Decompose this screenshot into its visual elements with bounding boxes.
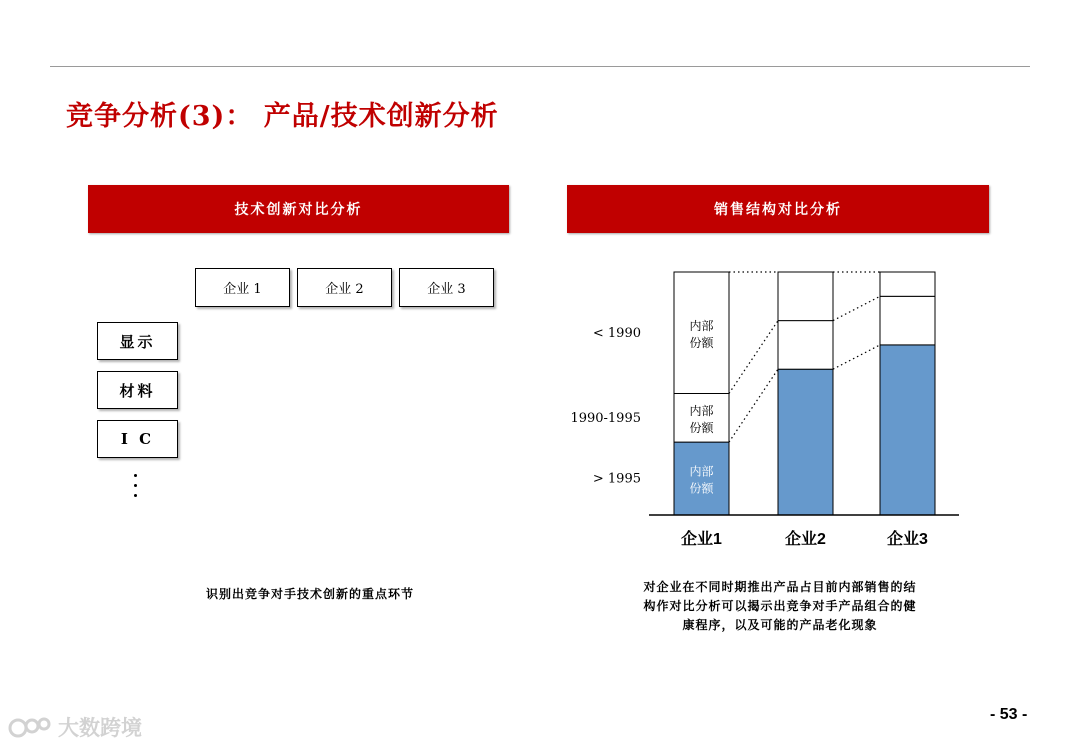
enterprise-1-box: 企业 1 bbox=[195, 268, 290, 307]
category-materials-box: 材料 bbox=[97, 371, 178, 409]
ellipsis-dot bbox=[134, 494, 137, 497]
right-caption-line-3: 康程序，以及可能的产品老化现象 bbox=[682, 618, 878, 632]
sales-structure-header: 销售结构对比分析 bbox=[567, 185, 989, 233]
connector-line bbox=[729, 321, 778, 394]
bar-segment bbox=[880, 345, 935, 515]
bar-segment bbox=[880, 272, 935, 296]
sales-structure-chart bbox=[567, 260, 987, 560]
watermark-logo-icon bbox=[8, 714, 52, 740]
watermark bbox=[8, 712, 142, 742]
bar-segment-label: 份额 bbox=[689, 335, 714, 350]
watermark-text: 大数跨境 bbox=[58, 717, 142, 740]
connector-line bbox=[833, 345, 880, 369]
category-label: 企业2 bbox=[785, 531, 826, 548]
bar-segment bbox=[778, 369, 833, 515]
top-divider bbox=[50, 66, 1030, 67]
bar-segment bbox=[778, 272, 833, 321]
category-label: 企业1 bbox=[681, 531, 722, 548]
connector-line bbox=[833, 296, 880, 320]
bar-segment bbox=[880, 296, 935, 345]
left-caption: 识别出竞争对手技术创新的重点环节 bbox=[205, 587, 414, 601]
enterprise-3-box: 企业 3 bbox=[399, 268, 494, 307]
ellipsis-dot bbox=[134, 474, 137, 477]
connector-line bbox=[729, 369, 778, 442]
bar-segment bbox=[674, 272, 729, 394]
bar-segment-label: 份额 bbox=[689, 420, 714, 435]
enterprise-2-box: 企业 2 bbox=[297, 268, 392, 307]
period-label: 1990-1995 bbox=[570, 410, 641, 426]
ellipsis-dot bbox=[134, 484, 137, 487]
period-label: > 1995 bbox=[592, 471, 641, 487]
category-ic-box: I C bbox=[97, 420, 178, 458]
bar-segment-label: 内部 bbox=[689, 403, 714, 418]
bar-segment-label: 内部 bbox=[689, 464, 714, 479]
period-label: < 1990 bbox=[592, 325, 641, 341]
right-caption-line-1: 对企业在不同时期推出产品占目前内部销售的结 bbox=[643, 580, 917, 594]
category-label: 企业3 bbox=[887, 531, 928, 548]
page-title: 竞争分析(3)： 产品/技术创新分析 bbox=[66, 101, 499, 132]
bar-segment bbox=[778, 321, 833, 370]
page-number: - 53 - bbox=[990, 706, 1028, 723]
bar-segment-label: 内部 bbox=[689, 318, 714, 333]
tech-innovation-header: 技术创新对比分析 bbox=[88, 185, 509, 233]
bar-segment-label: 份额 bbox=[689, 481, 714, 496]
right-caption bbox=[615, 578, 945, 635]
category-display-box: 显示 bbox=[97, 322, 178, 360]
right-caption-line-2: 构作对比分析可以揭示出竞争对手产品组合的健 bbox=[643, 599, 917, 613]
